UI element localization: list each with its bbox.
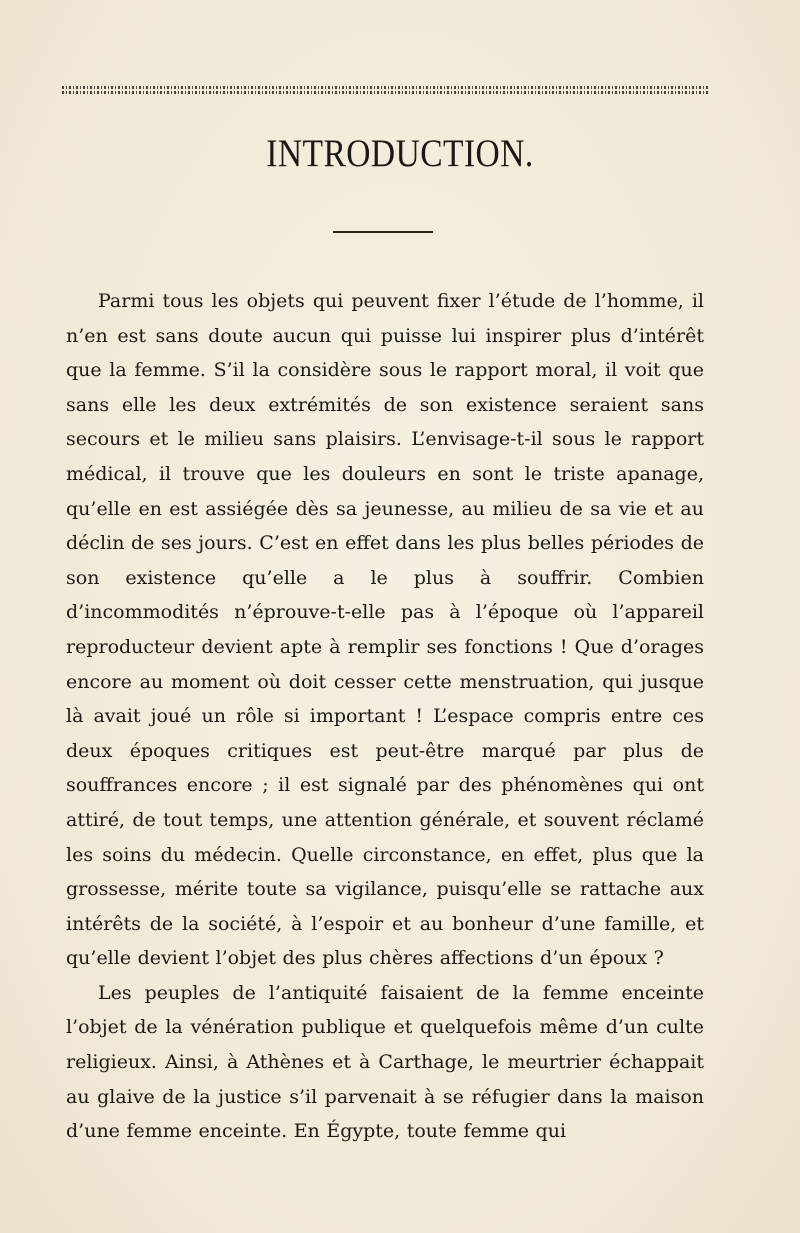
chapter-title: INTRODUCTION. — [266, 132, 534, 175]
paragraph: Les peuples de l’antiquité faisaient de la femme enceinte l’objet de la vénération publique et quelquefois même d’un culte religieux. Ainsi, à Athènes et à Carthage, le meurtrier échappait au glaive de la justice s’il parvenait à se réfugier dans la maison d’une femme enceinte. En Égypte, toute femme qui — [66, 981, 704, 1143]
title-divider — [333, 231, 433, 233]
paragraph: Parmi tous les objets qui peuvent fixer l’étude de l’homme, il n’en est sans doute aucun qui puisse lui inspirer plus d’intérêt que la femme. S’il la considère sous le rapport moral, il voit que sans elle les deux extrémités de son existence seraient sans secours et le milieu sans plaisirs. L’envisage-t-il sous le rapport médical, il trouve que les douleurs en sont le triste apanage, qu’elle en est assiégée dès sa jeunesse, au milieu de sa vie et au déclin de ses jours. C’est en effet dans les plus belles périodes de son existence qu’elle a le plus à souffrir. Combien d’incommodités n’éprouve-t-elle pas à l’époque où l’appareil reproducteur devient apte à remplir ses fonctions ! Que d’orages encore au moment où doit cesser cette menstruation, qui jusque là avait joué un rôle si important ! L’espace compris entre ces deux époques critiques est peut-être marqué par plus de souffrances encore ; il est signalé par des phénomènes qui ont attiré, de tout temps, une attention générale, et souvent réclamé les soins du médecin. Quelle circonstance, en effet, plus que la grossesse, mérite toute sa vigilance, puisqu’elle se rattache aux intérêts de la société, à l’espoir et au bonheur d’une famille, et qu’elle devient l’objet des plus chères affections d’un époux ? — [66, 290, 704, 970]
decorative-header-border — [62, 86, 708, 98]
body-text — [66, 284, 704, 1149]
